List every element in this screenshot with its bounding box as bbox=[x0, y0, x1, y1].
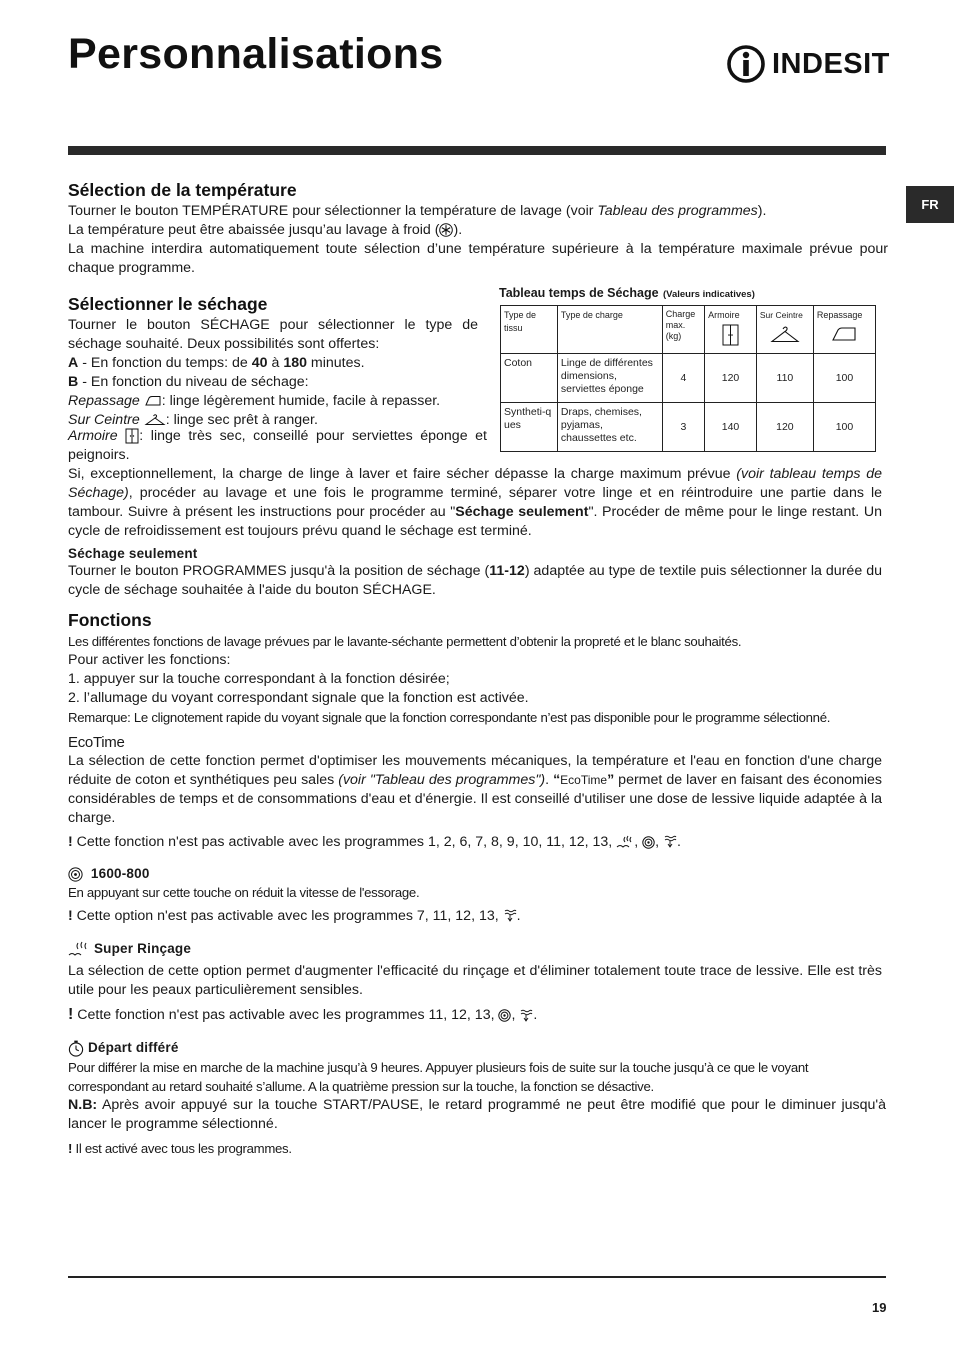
delayed-start-text: Pour différer la mise en marche de la machine jusqu’à 9 heures. Appuyer plusieurs fois de suite sur la touche jusqu’à ce que le voyant correspondant au retard souhaité s’allume. A la quatrième pression sur la touche, la fonction se désactive. bbox=[68, 1060, 809, 1094]
drying-only-heading: Séchage seulement bbox=[68, 546, 198, 561]
table-cell-ceintre: 120 bbox=[756, 403, 813, 452]
clock-icon bbox=[68, 1040, 84, 1057]
table-header-cell: Type de charge bbox=[557, 306, 662, 354]
super-rinse-warning: ! Cette fonction n'est pas activable avec les programmes 11, 12, 13, , . bbox=[68, 1006, 538, 1024]
iron-icon bbox=[831, 326, 857, 342]
functions-p1: Les différentes fonctions de lavage prévues par le lavante-séchante permettent d’obtenir la propreté et le blanc souhaités. bbox=[68, 634, 742, 649]
table-header-repassage: Repassage bbox=[813, 306, 875, 354]
table-cell-load: Draps, chemises, pyjamas, chaussettes etc. bbox=[557, 403, 662, 452]
drying-only-text: Tourner le bouton PROGRAMMES jusqu'à la position de séchage (11-12) adaptée au type de textile puis sélectionner la durée du cycle de séchage souhaitée à l'aide du bouton SÉCHAGE. bbox=[68, 563, 882, 598]
table-header-cell: Charge max. (kg) bbox=[662, 306, 704, 354]
spin-icon bbox=[642, 836, 655, 849]
wardrobe-icon bbox=[125, 428, 139, 444]
spin-heading: 1600-800 bbox=[68, 866, 882, 882]
table-cell-fabric: Coton bbox=[501, 354, 558, 403]
ecotime-warning: ! Cette fonction n'est pas activable avec les programmes 1, 2, 6, 7, 8, 9, 10, 11, 12, 13, , , . bbox=[68, 834, 681, 850]
functions-section bbox=[68, 610, 888, 727]
indesit-i-logo-icon bbox=[726, 44, 766, 84]
table-header-ceintre: Sur Ceintre bbox=[756, 306, 813, 354]
steam-icon bbox=[519, 1009, 533, 1023]
steam-icon bbox=[663, 835, 677, 849]
brand-name: INDESIT bbox=[772, 47, 890, 80]
functions-heading: Fonctions bbox=[68, 610, 152, 630]
functions-p4: 2. l’allumage du voyant correspondant signale que la fonction est activée. bbox=[68, 690, 529, 706]
drying-option-a: A - En fonction du temps: de 40 à 180 minutes. bbox=[68, 355, 365, 371]
super-rinse-section bbox=[68, 941, 882, 1025]
table-row bbox=[501, 354, 876, 403]
snowflake-icon bbox=[439, 223, 453, 237]
delayed-start-section bbox=[68, 1040, 886, 1158]
temperature-p1: Tourner le bouton TEMPÉRATURE pour sélectionner la température de lavage (voir Tableau des programmes). bbox=[68, 203, 767, 219]
table-cell-max: 3 bbox=[662, 403, 704, 452]
delayed-start-note: N.B: Après avoir appuyé sur la touche START/PAUSE, le retard programmé ne peut être modifié que pour le diminuer jusqu'à lancer le programme sélectionné. bbox=[68, 1097, 886, 1132]
language-tab: FR bbox=[906, 186, 954, 223]
ecotime-heading: EcoTime bbox=[68, 734, 125, 751]
table-header-cell: Type de tissu bbox=[501, 306, 558, 354]
table-cell-max: 4 bbox=[662, 354, 704, 403]
hanger-icon bbox=[770, 325, 800, 345]
functions-p3: 1. appuyer sur la touche correspondant à la fonction désirée; bbox=[68, 671, 450, 687]
drying-option-b: B - En fonction du niveau de séchage: bbox=[68, 374, 309, 390]
footer-rule bbox=[68, 1276, 886, 1278]
super-rinse-heading: Super Rinçage bbox=[68, 941, 882, 957]
table-cell-ceintre: 110 bbox=[756, 354, 813, 403]
wardrobe-icon bbox=[722, 324, 739, 346]
drying-table-caption: Tableau temps de Séchage (Valeurs indicatives) bbox=[499, 286, 755, 300]
temperature-heading: Sélection de la température bbox=[68, 180, 297, 200]
super-rinse-text: La sélection de cette option permet d'augmenter l'efficacité du rinçage et d'éliminer totalement toute trace de lessive. Elle est très utile pour les peaux particulièrement sensibles. bbox=[68, 963, 882, 999]
temperature-section bbox=[68, 180, 888, 278]
spin-warning: ! Cette option n'est pas activable avec les programmes 7, 11, 12, 13, . bbox=[68, 907, 521, 924]
iron-icon bbox=[144, 395, 162, 407]
spin-icon bbox=[498, 1009, 511, 1022]
table-header-row bbox=[501, 306, 876, 354]
drying-heading: Sélectionner le séchage bbox=[68, 294, 268, 314]
drying-armoire: Armoire : linge très sec, conseillé pour serviettes éponge et peignoirs. bbox=[68, 428, 487, 463]
spin-section bbox=[68, 866, 882, 926]
brand-logo bbox=[726, 44, 890, 84]
table-cell-armoire: 120 bbox=[705, 354, 757, 403]
header-rule bbox=[68, 146, 886, 155]
drying-time-table bbox=[500, 305, 876, 452]
functions-p2: Pour activer les fonctions: bbox=[68, 652, 231, 668]
drying-section bbox=[68, 294, 478, 430]
drying-intro: Tourner le bouton SÉCHAGE pour sélectionner le type de séchage souhaité. Deux possibilités sont offertes: bbox=[68, 317, 478, 352]
table-cell-fabric: Syntheti-ques bbox=[501, 403, 558, 452]
table-row bbox=[501, 403, 876, 452]
super-rinse-icon bbox=[616, 835, 634, 849]
functions-note: Remarque: Le clignotement rapide du voyant signale que la fonction correspondante n’est pas disponible pour le programme sélectionné. bbox=[68, 710, 831, 725]
table-cell-repassage: 100 bbox=[813, 403, 875, 452]
temperature-p2: La température peut être abaissée jusqu’au lavage à froid ( ). bbox=[68, 222, 463, 238]
page-title: Personnalisations bbox=[68, 30, 444, 78]
ecotime-section bbox=[68, 734, 882, 852]
drying-only-section bbox=[68, 546, 882, 600]
temperature-p3: La machine interdira automatiquement toute sélection d’une température supérieure à la température maximale prévue pour chaque programme. bbox=[68, 241, 888, 276]
table-cell-load: Linge de différentes dimensions, serviettes éponge bbox=[557, 354, 662, 403]
table-cell-repassage: 100 bbox=[813, 354, 875, 403]
delayed-start-warning: ! Il est activé avec tous les programmes. bbox=[68, 1141, 292, 1156]
drying-repassage: Repassage : linge légèrement humide, facile à repasser. bbox=[68, 393, 441, 409]
spin-text: En appuyant sur cette touche on réduit la vitesse de l'essorage. bbox=[68, 884, 420, 900]
table-header-armoire: Armoire bbox=[705, 306, 757, 354]
super-rinse-icon bbox=[68, 941, 90, 957]
spin-icon bbox=[68, 867, 83, 882]
ecotime-text: La sélection de cette fonction permet d'optimiser les mouvements mécaniques, la température et l'eau en fonction d'une charge réduite de coton et synthétiques peu sales (voir "Tableau des programmes"). “EcoTime” permet de laver en faisant des économies considérables de temps et de consommations d'eau et d'énergie. Il est conseillé d'utiliser une dose de lessive liquide adaptée à la charge. bbox=[68, 753, 882, 826]
table-cell-armoire: 140 bbox=[705, 403, 757, 452]
steam-icon bbox=[503, 909, 517, 923]
hanger-icon bbox=[144, 413, 166, 427]
drying-overload-paragraph: Si, exceptionnellement, la charge de linge à laver et faire sécher dépasse la charge maximum prévue (voir tableau temps de Séchage), procéder au lavage et une fois le programme terminé, séparer votre linge et en réintroduire une partie dans le tambour. Suivre à présent les instructions pour procéder au "Séchage seulement". Procéder de même pour le linge restant. Un cycle de refroidissement est toujours prévu quand le séchage est terminé. bbox=[68, 466, 882, 539]
delayed-start-heading: Départ différé bbox=[68, 1040, 886, 1057]
page-number: 19 bbox=[872, 1300, 887, 1315]
drying-ceintre: Sur Ceintre : linge sec prêt à ranger. bbox=[68, 412, 318, 428]
